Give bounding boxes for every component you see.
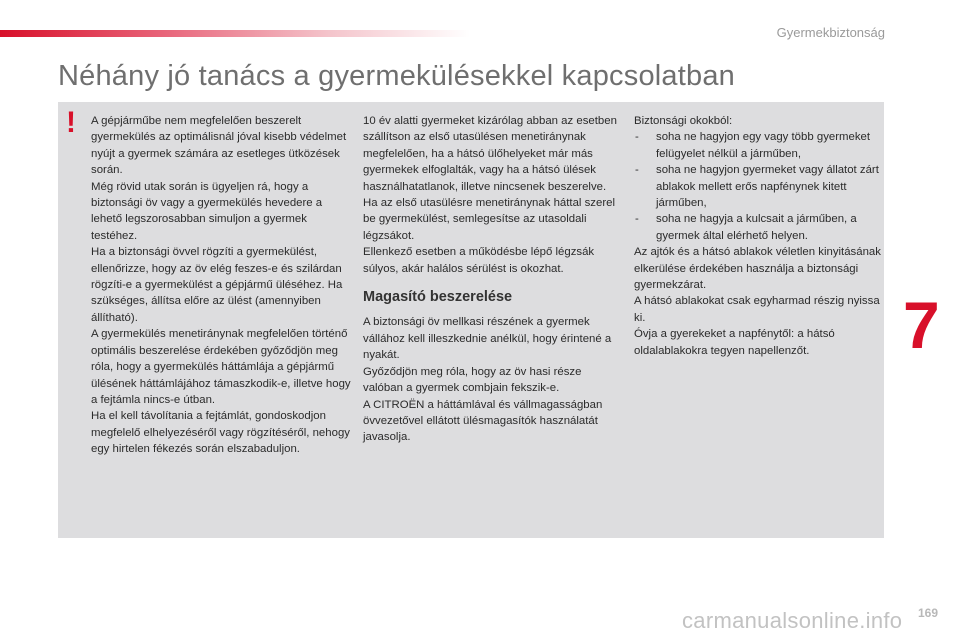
header-accent-bar	[0, 30, 470, 37]
paragraph: Még rövid utak során is ügyeljen rá, hogy a biztonsági öv vagy a gyermekülés hevedere a lehető legszorosabban simuljon a gyermek testéhez.	[91, 180, 323, 242]
paragraph: A CITROËN a háttámlával és vállmagasságban övvezetővel ellátott ülésmagasítók használatát javasolja.	[363, 398, 603, 444]
safety-list	[634, 129, 882, 244]
paragraph: Ha az első utasülésre menetiránynak háttal szerel be gyermekülést, semlegesítse az utasoldali légzsákot.	[363, 197, 615, 242]
warning-icon: !	[66, 106, 76, 139]
column-warning-text	[91, 113, 351, 458]
paragraph: 10 év alatti gyermeket kizárólag abban az esetben szállítson az első utasülésen menetiránynak megfelelően, ha a hátsó ülőhelyeket már más gyermekek elfoglalták, vagy ha a hátsó ülések használhatatlanok, illetve nincsenek beszerelve.	[363, 115, 617, 193]
paragraph: A biztonsági öv mellkasi részének a gyermek vállához kell illeszkednie anélkül, hogy érintené a nyakát.	[363, 316, 612, 362]
section-title: Gyermekbiztonság	[776, 25, 885, 40]
page-title: Néhány jó tanács a gyermekülésekkel kapcsolatban	[58, 60, 735, 92]
list-item: - soha ne hagyjon egy vagy több gyermeket felügyelet nélkül a járműben,	[634, 129, 882, 162]
paragraph: A gyermekülés menetiránynak megfelelően történő optimális beszerelése érdekében győződjön meg róla, hogy a gyermekülés háttámlája a gépjármű ülésének háttámlájához támaszkodik-e, illetve hogy a fejtámla nincs-e útban.	[91, 328, 351, 406]
paragraph: Ellenkező esetben a működésbe lépő légzsák súlyos, akár halálos sérülést is okozhat.	[363, 246, 595, 275]
paragraph: Győződjön meg róla, hogy az öv hasi része valóban a gyermek combjain fekszik-e.	[363, 365, 582, 395]
watermark: carmanualsonline.info	[682, 608, 903, 633]
safety-intro: Biztonsági okokból:	[634, 115, 733, 127]
paragraph: Óvja a gyerekeket a napfénytől: a hátsó oldalablakokra tegyen napellenzőt.	[634, 328, 835, 357]
page-number: 169	[917, 606, 938, 620]
paragraph: A hátsó ablakokat csak egyharmad részig nyissa ki.	[634, 295, 880, 324]
list-item: - soha ne hagyjon gyermeket vagy állatot zárt ablakok mellett erős napfénynek kitett járműben,	[634, 162, 882, 211]
chapter-number: 7	[903, 288, 940, 362]
column-safety-reasons-text	[634, 113, 882, 359]
booster-seat-heading: Magasító beszerelése	[363, 289, 513, 306]
paragraph: Ha a biztonsági övvel rögzíti a gyermekülést, ellenőrizze, hogy az öv elég feszes-e és szilárdan rögzíti-e a gyermekülést a gépjármű üléséhez. Ha szükséges, állítsa előre az ülést (amennyiben állítható).	[91, 246, 343, 324]
paragraph: Ha el kell távolítania a fejtámlát, gondoskodjon megfelelő elhelyezéséről vagy rögzítéséről, nehogy egy hirtelen fékezés során elszabaduljon.	[91, 410, 350, 456]
paragraph: A gépjárműbe nem megfelelően beszerelt gyermekülés az optimálisnál jóval kisebb védelmet nyújt a gyermek számára az esetleges ütközések során.	[91, 115, 347, 177]
paragraph: Az ajtók és a hátsó ablakok véletlen kinyitásának elkerülése érdekében használja a biztonsági gyermekzárat.	[634, 246, 881, 292]
column-front-seat-text	[363, 113, 618, 446]
list-item: - soha ne hagyja a kulcsait a járműben, a gyermek által elérhető helyen.	[634, 211, 882, 244]
